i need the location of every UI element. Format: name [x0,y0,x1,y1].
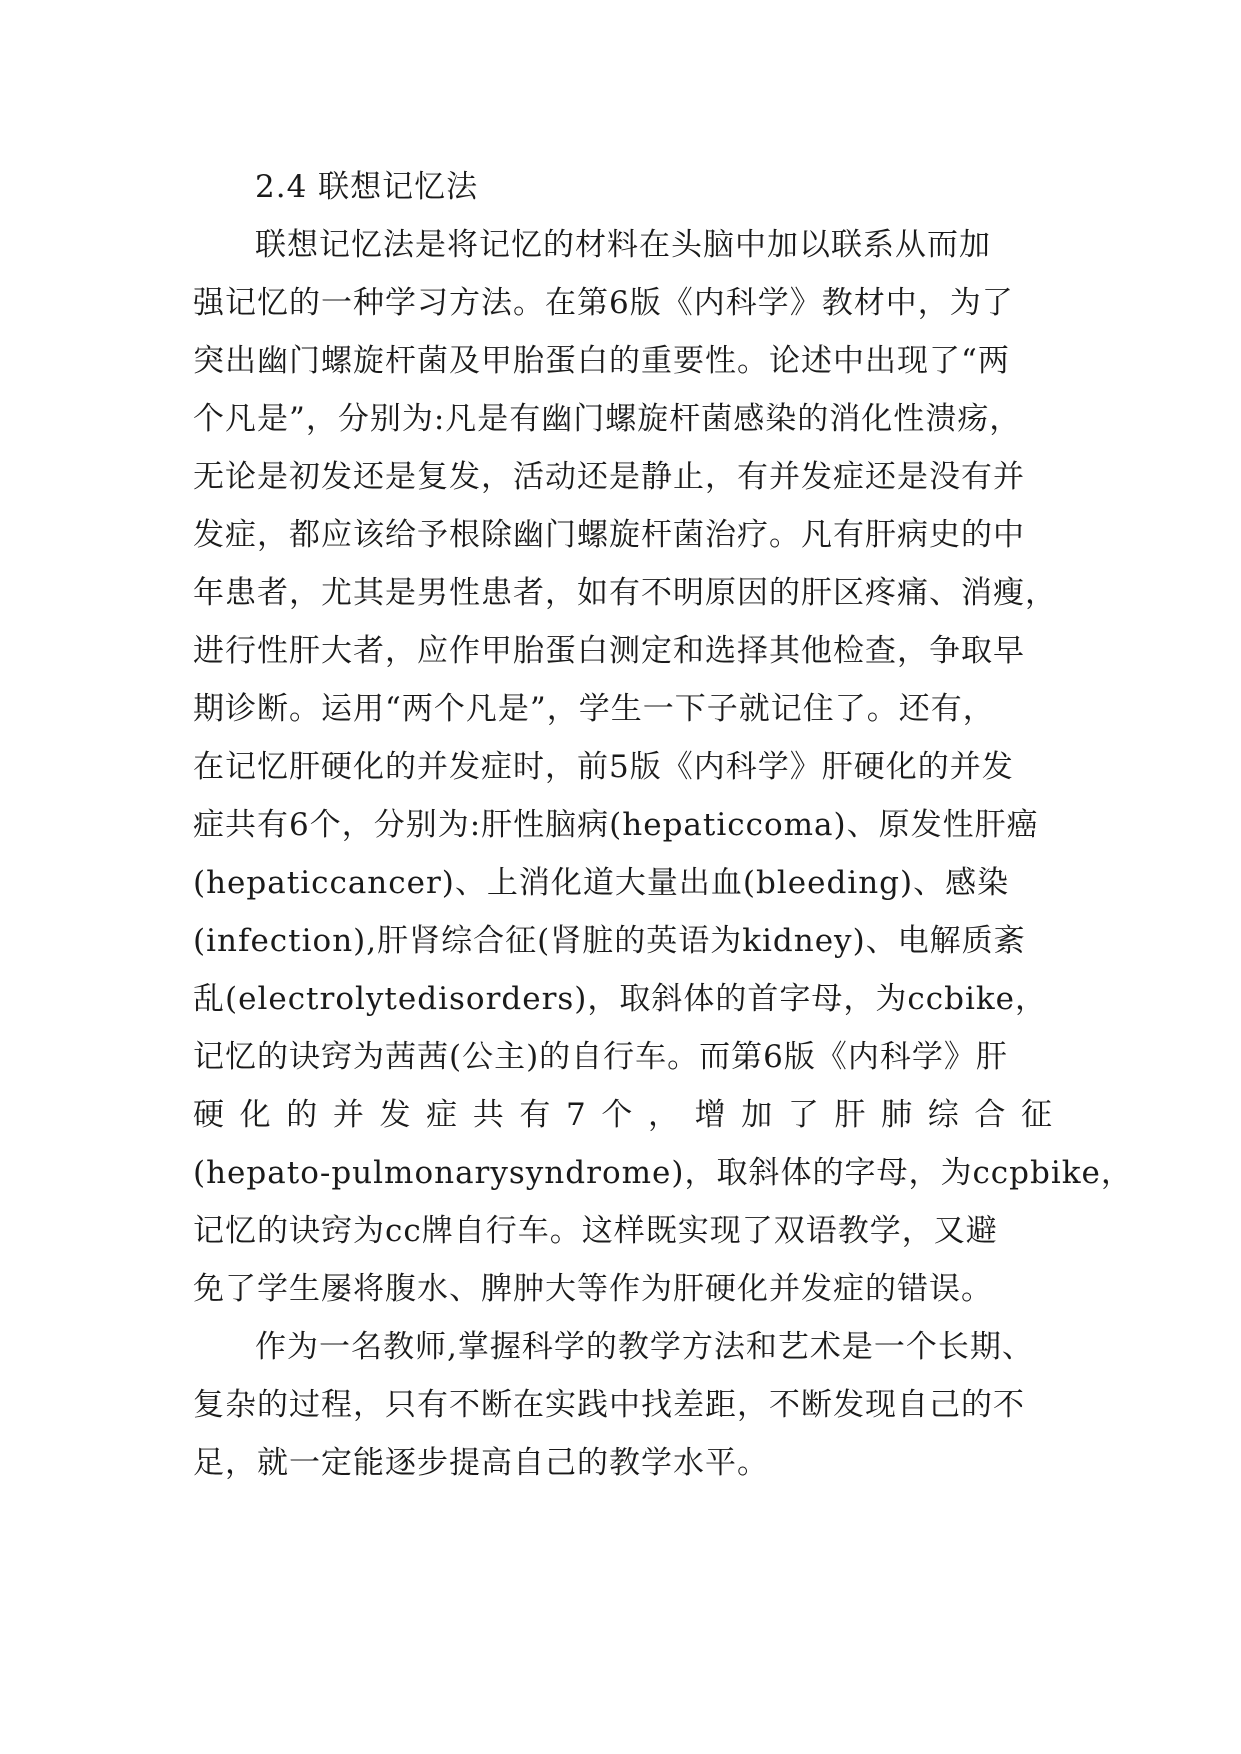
text-line: 联想记忆法是将记忆的材料在头脑中加以联系从而加 [255,227,991,263]
text-line: 作为一名教师,掌握科学的教学方法和艺术是一个长期、 [255,1329,1034,1365]
text-line: 乱(electrolytedisorders)，取斜体的首字母，为ccbike， [193,981,1048,1017]
justified-char: 发 [379,1097,412,1133]
justified-char: 肺 [881,1097,914,1133]
text-line: 无论是初发还是复发，活动还是静止，有并发症还是没有并 [193,459,1025,495]
paragraph-association-memory [193,216,1133,1318]
text-line: 期诊断。运用“两个凡是”，学生一下子就记住了。还有， [193,691,995,727]
justified-char: 7 [566,1097,587,1133]
document-body [193,158,1133,1492]
text-line: 免了学生屡将腹水、脾肿大等作为肝硬化并发症的错误。 [193,1271,993,1307]
section-heading: 2.4 联想记忆法 [255,169,479,205]
justified-char: ， [647,1097,680,1133]
text-line: (hepato-pulmonarysyndrome)，取斜体的字母，为ccpbike， [193,1155,1133,1191]
text-line: 强记忆的一种学习方法。在第6版《内科学》教材中，为了 [193,285,1014,321]
justified-char: 综 [927,1097,960,1133]
paragraph-conclusion [193,1318,1053,1492]
text-line: 复杂的过程，只有不断在实践中找差距，不断发现自己的不 [193,1387,1025,1423]
text-line: 年患者，尤其是男性患者，如有不明原因的肝区疼痛、消瘦， [193,575,1057,611]
justified-char: 化 [239,1097,272,1133]
justified-char: 症 [426,1097,459,1133]
justified-char: 加 [741,1097,774,1133]
text-line: 记忆的诀窍为cc牌自行车。这样既实现了双语教学，又避 [193,1213,998,1249]
text-line: 进行性肝大者，应作甲胎蛋白测定和选择其他检查，争取早 [193,633,1025,669]
justified-char: 征 [1020,1097,1053,1133]
text-line: 发症，都应该给予根除幽门螺旋杆菌治疗。凡有肝病史的中 [193,517,1025,553]
text-line: 足，就一定能逐步提高自己的教学水平。 [193,1445,769,1481]
text-line: 记忆的诀窍为茜茜(公主)的自行车。而第6版《内科学》肝 [193,1039,1008,1075]
justified-char: 肝 [834,1097,867,1133]
text-line: 症共有6个，分别为:肝性脑病(hepaticcoma)、原发性肝癌 [193,807,1039,843]
text-line: 突出幽门螺旋杆菌及甲胎蛋白的重要性。论述中出现了“两 [193,343,1010,379]
justified-char: 的 [286,1097,319,1133]
text-line: 在记忆肝硬化的并发症时，前5版《内科学》肝硬化的并发 [193,749,1014,785]
justified-char: 个 [601,1097,634,1133]
text-line: (infection),肝肾综合征(肾脏的英语为kidney)、电解质紊 [193,923,1026,959]
justified-char: 并 [332,1097,365,1133]
justified-char: 硬 [193,1097,225,1133]
text-line-justified [193,1086,1053,1144]
justified-char: 有 [519,1097,552,1133]
justified-char: 共 [472,1097,505,1133]
text-line: 个凡是”，分别为:凡是有幽门螺旋杆菌感染的消化性溃疡， [193,401,1022,437]
justified-char: 合 [974,1097,1007,1133]
justified-char: 了 [787,1097,820,1133]
justified-char: 增 [694,1097,727,1133]
text-line: (hepaticcancer)、上消化道大量出血(bleeding)、感染 [193,865,1010,901]
